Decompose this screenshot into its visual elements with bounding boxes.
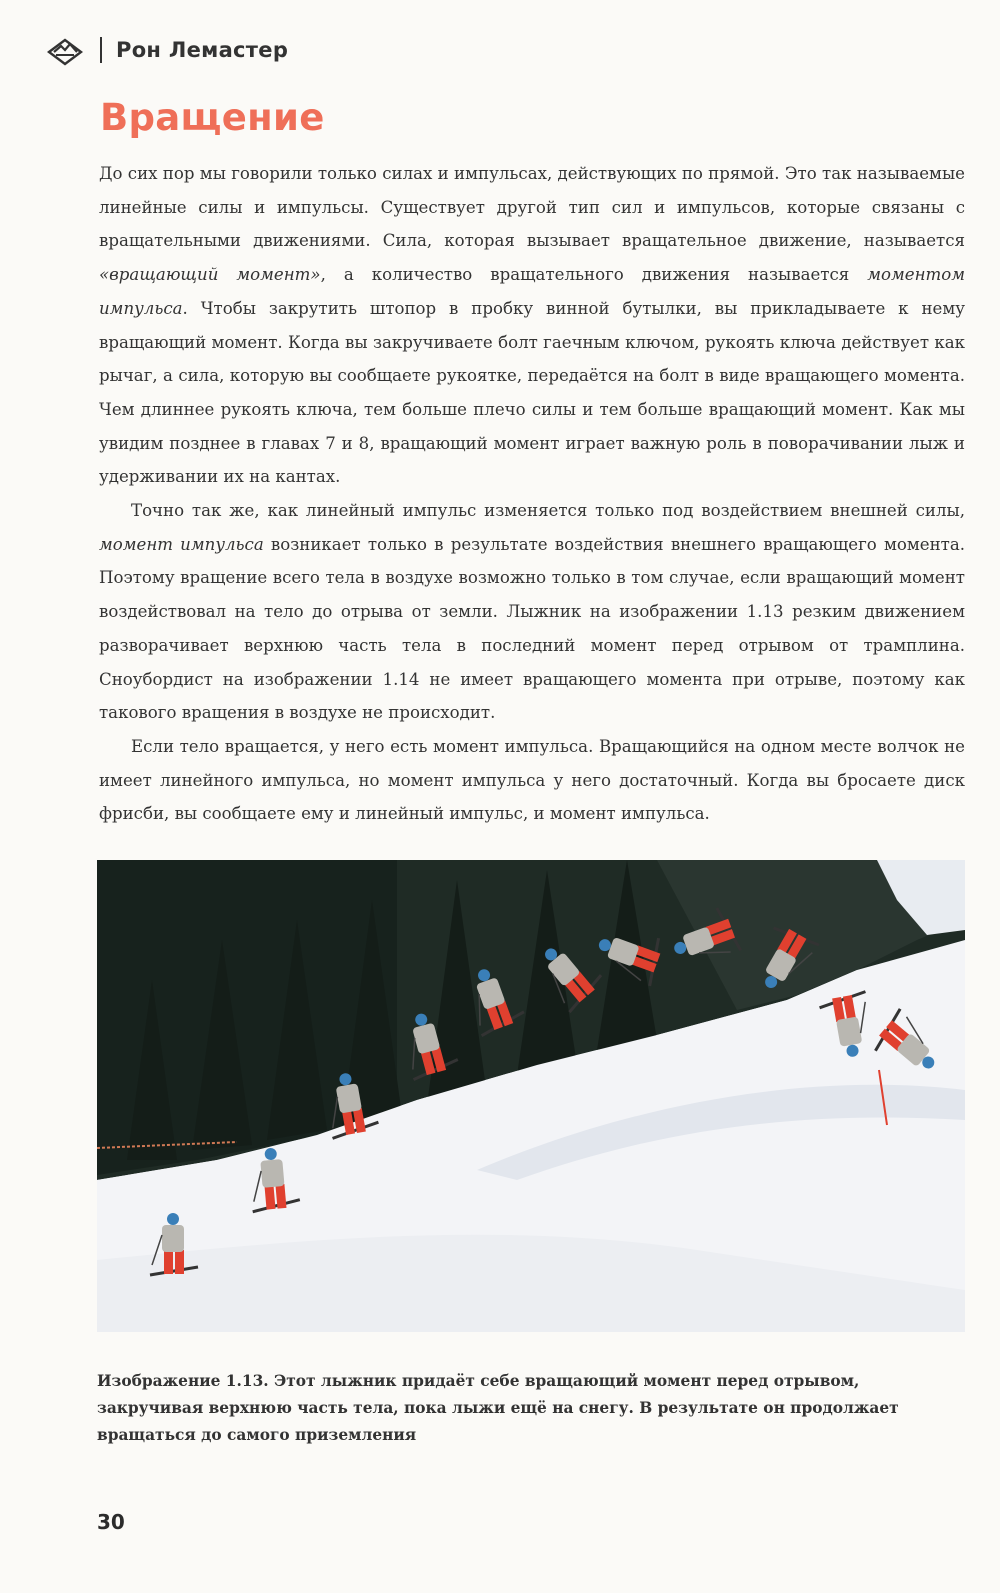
section-heading: Вращение [100, 96, 325, 139]
page-number: 30 [97, 1510, 125, 1534]
figure-caption: Изображение 1.13. Этот лыжник придаёт себе вращающий момент перед отрывом, закручивая верхнюю часть тела, пока лыжи ещё на снегу. В результате он продолжает вращаться до самого приземления [97, 1372, 899, 1444]
mountain-logo-icon [46, 31, 84, 69]
text-run: До сих пор мы говорили только силах и импульсах, действующих по прямой. Это так называемые линейные силы и импульсы. Существует другой тип сил и импульсов, которые связаны с вращательными движениями. Сила, которая вызывает вращательное движение, называется [99, 164, 965, 251]
text-run: , а количество вращательного движения называется [320, 265, 868, 285]
paragraph [99, 494, 965, 730]
figure-photo [97, 860, 965, 1332]
running-header [46, 30, 288, 70]
italic-term: моментом импульса [99, 265, 965, 318]
paragraph [99, 730, 965, 831]
author-name: Рон Лемастер [116, 38, 289, 62]
skier-sequence-photo [97, 860, 965, 1332]
paragraph [99, 157, 965, 494]
italic-term: «вращающий момент» [99, 265, 321, 285]
text-run: Если тело вращается, у него есть момент импульса. Вращающийся на одном месте волчок не имеет линейного импульса, но момент импульса у него достаточный. Когда вы бросаете диск фрисби, вы сообщаете ему и линейный импульс, и момент импульса. [99, 736, 965, 824]
body-text [99, 157, 965, 831]
text-run: Точно так же, как линейный импульс изменяется только под воздействием внешней силы, [131, 501, 965, 521]
header-divider [100, 37, 102, 63]
italic-term: момент импульса [99, 534, 264, 554]
text-run: . Чтобы закрутить штопор в пробку винной бутылки, вы прикладываете к нему вращающий момент. Когда вы закручиваете болт гаечным ключом, рукоять ключа действует как рычаг, а сила, которую вы сообщаете рукоятке, передаётся на болт в виде вращающего момента. Чем длиннее рукоять ключа, тем больше плечо силы и тем больше вращающий момент. Как мы увидим позднее в главах 7 и 8, вращающий момент играет важную роль в поворачивании лыж и удерживании их на кантах. [99, 298, 965, 487]
text-run: возникает только в результате воздействия внешнего вращающего момента. Поэтому вращение всего тела в воздухе возможно только в том случае, если вращающий момент воздействовал на тело до отрыва от земли. Лыжник на изображении 1.13 резким движением разворачивает верхнюю часть тела в последний момент перед отрывом от трамплина. Сноубордист на изображении 1.14 не имеет вращающего момента при отрыве, поэтому как такового вращения в воздухе не происходит. [99, 534, 965, 723]
